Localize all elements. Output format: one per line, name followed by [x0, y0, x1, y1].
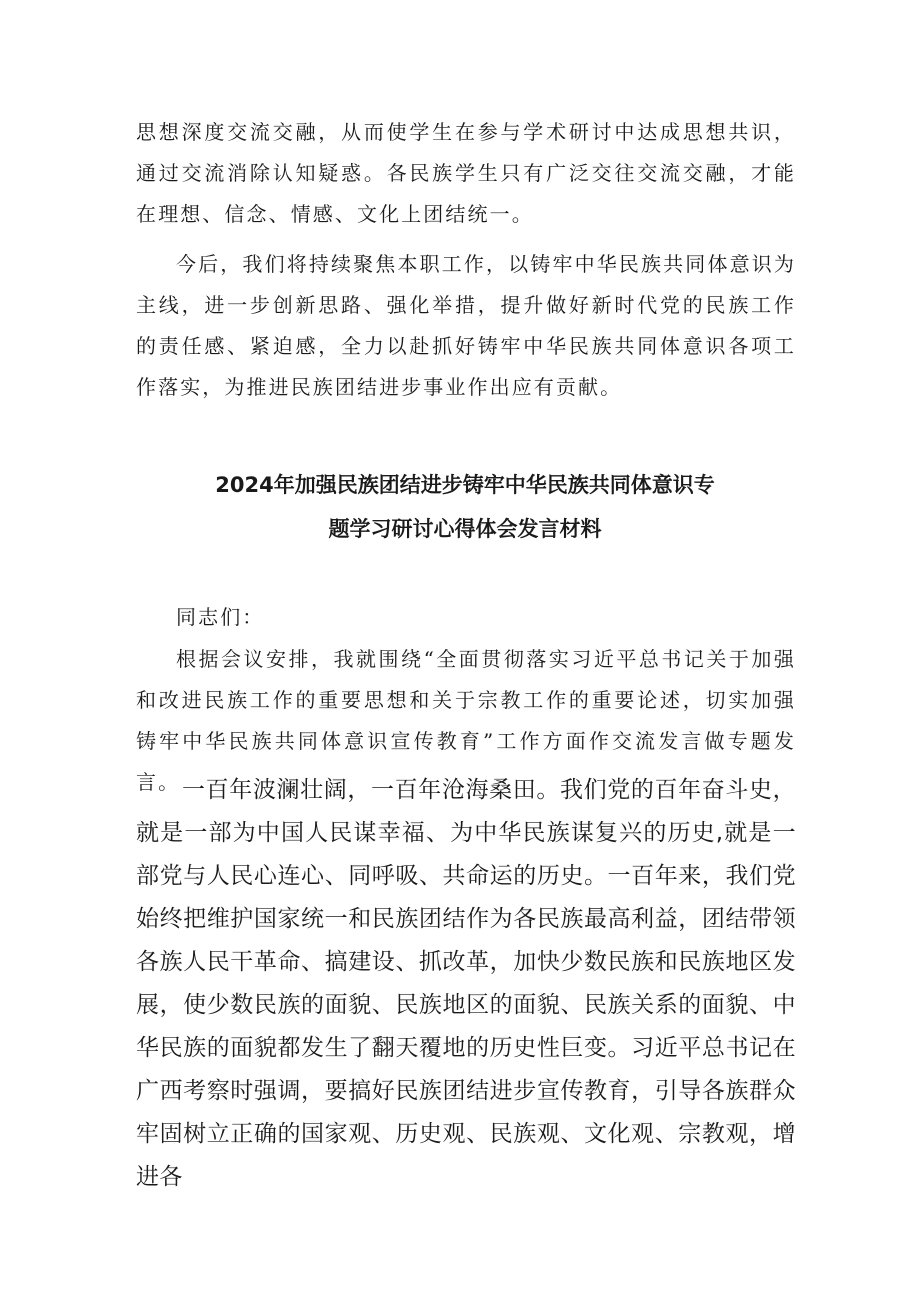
document-title	[120, 463, 810, 551]
paragraph-meeting-intro: 根据会议安排，我就围绕“全面贯彻落实习近平总书记关于加强和改进民族工作的重要思想和关于宗教工作的重要论述，切实加强铸牢中华民族共同体意识宣传教育”工作方面作交流发言做专题发言。	[136, 647, 796, 794]
salutation: 同志们：	[176, 605, 265, 629]
paragraph-party-history: 一百年波澜壮阔，一百年沧海桑田。我们党的百年奋斗史，就是一部为中国人民谋幸福、为中华民族谋复兴的历史,就是一部党与人民心连心、同呼吸、共命运的历史。一百年来，我们党始终把维护国家统一和民族团结作为各民族最高利益，团结带领各族人民干革命、搞建设、抓改革，加快少数民族和民族地区发展，使少数民族的面貌、民族地区的面貌、民族关系的面貌、中华民族的面貌都发生了翻天覆地的历史性巨变。习近平总书记在广西考察时强调，要搞好民族团结进步宣传教育，引导各族群众牢固树立正确的国家观、历史观、民族观、文化观、宗教观，增进各	[136, 777, 796, 1190]
paragraph-future-work: 今后，我们将持续聚焦本职工作，以铸牢中华民族共同体意识为主线，进一步创新思路、强化举措，提升做好新时代党的民族工作的责任感、紧迫感，全力以赴抓好铸牢中华民族共同体意识各项工作落实，为推进民族团结进步事业作出应有贡献。	[136, 252, 796, 399]
title-line-2: 题学习研讨心得体会发言材料	[328, 517, 602, 541]
title-line-1: 2024年加强民族团结进步铸牢中华民族共同体意识专	[215, 473, 715, 497]
paragraph-exchange-integration: 思想深度交流交融，从而使学生在参与学术研讨中达成思想共识，通过交流消除认知疑惑。各民族学生只有广泛交往交流交融，才能在理想、信念、情感、文化上团结统一。	[136, 120, 796, 226]
